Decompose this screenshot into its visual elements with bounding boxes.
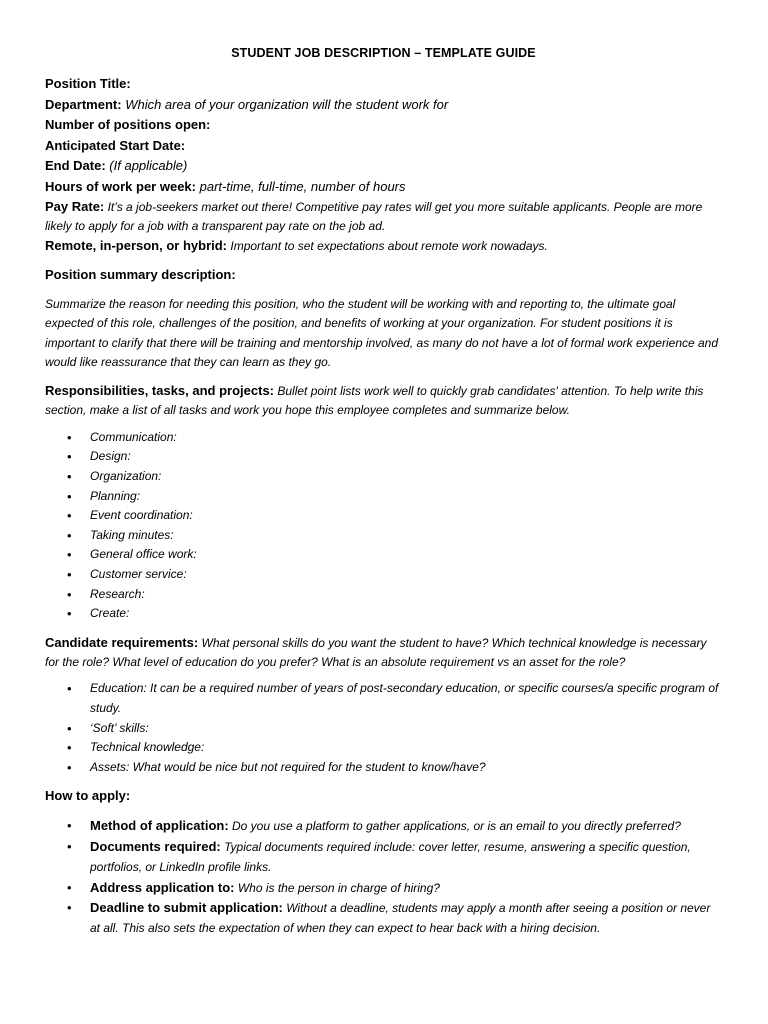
bullet-icon: • (67, 681, 72, 697)
list-item (45, 679, 722, 718)
apply-item-label: Documents required: (90, 839, 221, 855)
list-item-text: General office work: (90, 547, 197, 562)
field-start-date (45, 136, 722, 157)
list-item (45, 585, 722, 605)
field-hint: Important to set expectations about remote work nowadays. (230, 239, 548, 253)
responsibilities-list (45, 428, 722, 624)
bullet-icon: • (67, 566, 72, 582)
apply-item (45, 878, 722, 899)
list-item (45, 738, 722, 758)
list-item (45, 545, 722, 565)
apply-item (45, 898, 722, 939)
list-item-text: ‘Soft’ skills: (90, 720, 149, 735)
requirements-list (45, 679, 722, 777)
list-item-text: Organization: (90, 468, 162, 483)
apply-heading: How to apply: (45, 788, 131, 804)
list-item (45, 526, 722, 546)
field-label: Number of positions open: (45, 117, 211, 132)
apply-item (45, 837, 722, 878)
field-position-title (45, 74, 722, 95)
list-item-text: Planning: (90, 488, 141, 503)
apply-item-hint: Who is the person in charge of hiring? (237, 880, 440, 895)
list-item-text: Communication: (90, 429, 177, 444)
field-hint: It’s a job-seekers market out there! Competitive pay rates will get you more suitable applicants. People are more likely to apply for a job with a transparent pay rate on the job ad. (45, 200, 703, 233)
field-hint: Which area of your organization will the student work for (125, 96, 449, 112)
bullet-icon: • (67, 468, 72, 484)
list-item (45, 719, 722, 739)
apply-item-label: Deadline to submit application: (90, 900, 283, 916)
list-item-text: Customer service: (90, 566, 187, 581)
apply-item-hint: Do you use a platform to gather applications, or is an email to you directly preferred? (232, 819, 681, 834)
bullet-icon: • (67, 429, 72, 445)
list-item-text: Design: (90, 449, 131, 464)
apply-item-hint: Typical documents required include: cover letter, resume, answering a specific question, portfolios, or LinkedIn profile links. (90, 840, 691, 874)
field-label: Position Title: (45, 76, 131, 91)
field-label: Hours of work per week: (45, 178, 196, 194)
bullet-icon: • (67, 586, 72, 602)
field-department (45, 95, 722, 116)
list-item (45, 758, 722, 778)
bullet-icon: • (67, 839, 72, 855)
section-label: Responsibilities, tasks, and projects: (45, 383, 275, 399)
summary-text: Summarize the reason for needing this position, who the student will be working with and reporting to, the ultimate goal expected of this role, challenges of the position, and benefits of working at your organization. For student positions it is important to clarify that there will be training and mentorship involved, as many do not have a lot of formal work experience and would like reassurance that they can learn as they go. (45, 297, 719, 369)
field-hint: (If applicable) (109, 158, 188, 173)
bullet-icon: • (67, 759, 72, 775)
bullet-icon: • (67, 449, 72, 465)
bullet-icon: • (67, 547, 72, 563)
bullet-icon: • (67, 720, 72, 736)
field-end-date (45, 156, 722, 177)
bullet-icon: • (67, 740, 72, 756)
list-item (45, 506, 722, 526)
bullet-icon: • (67, 527, 72, 543)
bullet-icon: • (67, 508, 72, 524)
field-hint: part-time, full-time, number of hours (199, 178, 406, 194)
responsibilities-intro (45, 381, 722, 421)
apply-item-hint: Without a deadline, students may apply a month after seeing a position or never at all. This also sets the expectation of when they can expect to hear back with a hiring decision. (90, 901, 711, 936)
summary-heading: Position summary description: (45, 267, 236, 282)
field-hours (45, 177, 722, 198)
bullet-icon: • (67, 606, 72, 622)
requirements-intro (45, 633, 722, 673)
field-label: Remote, in-person, or hybrid: (45, 238, 228, 253)
field-remote (45, 236, 722, 256)
list-item-text: Taking minutes: (90, 527, 174, 542)
list-item (45, 467, 722, 487)
list-item-text: Assets: What would be nice but not required for the student to know/have? (90, 759, 486, 774)
field-label: Pay Rate: (45, 199, 105, 214)
list-item-text: Event coordination: (90, 508, 193, 523)
apply-list (45, 816, 722, 939)
field-label: Anticipated Start Date: (45, 137, 186, 153)
list-item-text: Education: It can be a required number of years of post-secondary education, or specific courses/a specific program of study. (90, 681, 719, 715)
list-item-text: Create: (90, 606, 130, 621)
section-hint: What personal skills do you want the student to have? Which technical knowledge is necessary for the role? What level of education do you prefer? What is an absolute requirement vs an asset for the role? (45, 635, 707, 670)
field-label: Department: (45, 96, 122, 112)
list-item-text: Technical knowledge: (90, 740, 205, 755)
bullet-icon: • (67, 879, 72, 895)
list-item (45, 604, 722, 624)
apply-item-label: Address application to: (90, 879, 235, 895)
apply-item (45, 816, 722, 837)
field-label: End Date: (45, 158, 106, 173)
section-label: Candidate requirements: (45, 634, 199, 650)
apply-item-label: Method of application: (90, 818, 229, 834)
bullet-icon: • (67, 900, 72, 916)
list-item (45, 428, 722, 448)
list-item (45, 487, 722, 507)
document-title: STUDENT JOB DESCRIPTION – TEMPLATE GUIDE (231, 46, 536, 60)
list-item (45, 447, 722, 467)
section-hint: Bullet point lists work well to quickly grab candidates' attention. To help write this section, make a list of all tasks and work you hope this employee completes and summarize below. (45, 384, 704, 418)
list-item-text: Research: (90, 586, 145, 601)
bullet-icon: • (67, 818, 72, 834)
bullet-icon: • (67, 488, 72, 504)
list-item (45, 565, 722, 585)
field-pay-rate (45, 197, 722, 236)
field-positions-open (45, 115, 722, 136)
